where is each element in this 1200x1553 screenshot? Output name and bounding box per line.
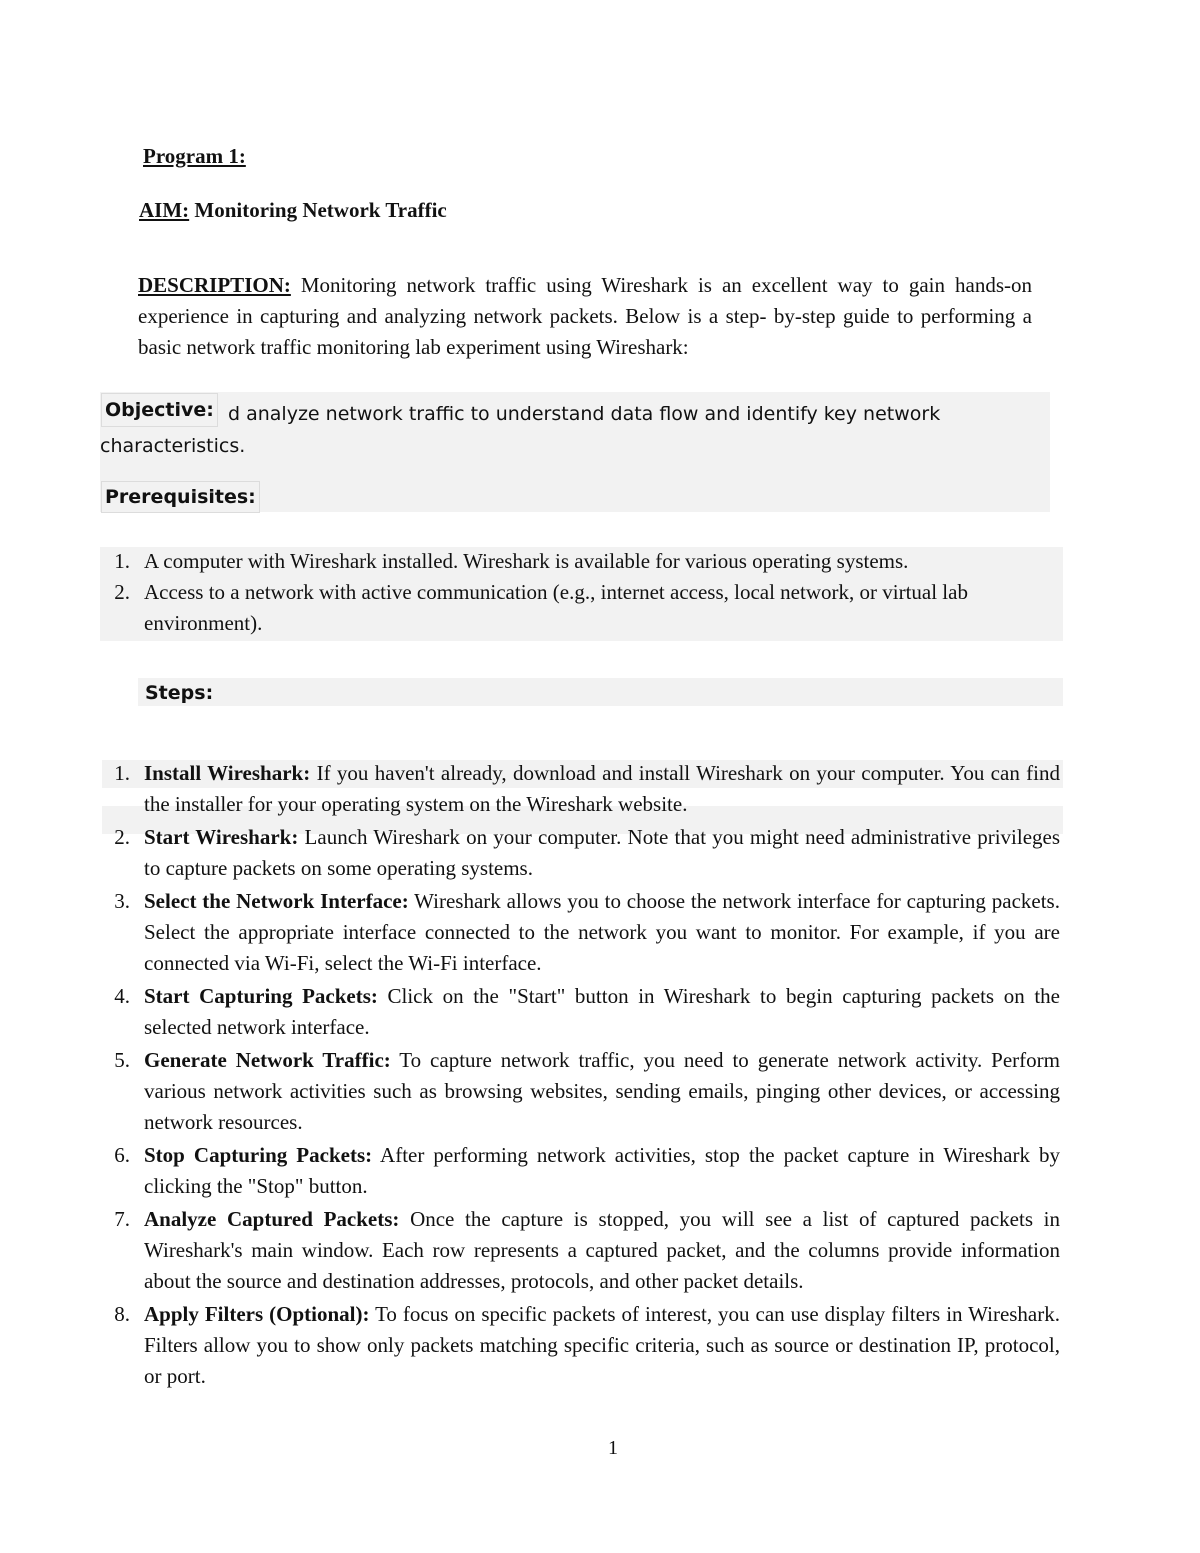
list-number: 2. (114, 580, 130, 604)
objective-text: d analyze network traffic to understand data flow and identify key network characteristics. (100, 403, 941, 457)
step-number: 2. (114, 825, 130, 849)
step-text: After performing network activities, stop the packet capture in Wireshark by clicking the "Stop" button. (144, 1143, 1061, 1198)
steps-label: Steps: (145, 682, 214, 704)
objective-text-line (100, 398, 1040, 462)
step-text: Once the capture is stopped, you will see a list of captured packets in Wireshark's main window. Each row represents a captured packet, and the columns provide information about the source and destination addresses, protocols, and other packet details. (144, 1207, 1060, 1293)
prerequisites-label: Prerequisites: (101, 481, 260, 513)
step-number: 4. (114, 984, 130, 1008)
step-number: 1. (114, 761, 130, 785)
prerequisites-list (102, 546, 1007, 639)
step-title: Generate Network Traffic: (144, 1048, 391, 1072)
step-title: Stop Capturing Packets: (144, 1143, 373, 1167)
description-paragraph (138, 270, 1032, 363)
step-title: Start Capturing Packets: (144, 984, 378, 1008)
step-text: To focus on specific packets of interest, you can use display filters in Wireshark. Filters allow you to show only packets matching specific criteria, such as source or destination IP, protocol, or port. (144, 1302, 1060, 1388)
list-number: 1. (114, 549, 130, 573)
step-item (102, 1204, 1060, 1297)
step-item (102, 1299, 1060, 1392)
list-text: Access to a network with active communication (e.g., internet access, local network, or virtual lab environment). (144, 580, 968, 635)
step-text: To capture network traffic, you need to generate network activity. Perform various network activities such as browsing websites, sending emails, pinging other devices, or accessing network resources. (144, 1048, 1060, 1134)
aim-heading (139, 195, 447, 226)
aim-label: AIM: (139, 198, 190, 222)
objective-label: Objective: (101, 393, 218, 427)
step-title: Start Wireshark: (144, 825, 299, 849)
step-item (102, 1140, 1060, 1202)
step-text: Launch Wireshark on your computer. Note that you might need administrative privileges to capture packets on some operating systems. (144, 825, 1061, 880)
step-item (102, 822, 1060, 884)
list-text: A computer with Wireshark installed. Wireshark is available for various operating systems. (144, 549, 909, 573)
step-item (102, 758, 1060, 820)
step-title: Select the Network Interface: (144, 889, 409, 913)
step-number: 3. (114, 889, 130, 913)
step-number: 8. (114, 1302, 130, 1326)
list-item (102, 546, 1007, 577)
step-item (102, 886, 1060, 979)
list-item (102, 577, 1007, 639)
description-label: DESCRIPTION: (138, 273, 291, 297)
step-title: Apply Filters (Optional): (144, 1302, 370, 1326)
steps-shade (138, 678, 1063, 706)
description-text: Monitoring network traffic using Wireshark is an excellent way to gain hands-on experience in capturing and analyzing network packets. Below is a step- by-step guide to performing a basic network traffic monitoring lab experiment using Wireshark: (138, 273, 1033, 359)
steps-list (102, 758, 1060, 1394)
step-number: 5. (114, 1048, 130, 1072)
step-text: If you haven't already, download and install Wireshark on your computer. You can find the installer for your operating system on the Wireshark website. (144, 761, 1060, 816)
step-title: Analyze Captured Packets: (144, 1207, 400, 1231)
step-number: 7. (114, 1207, 130, 1231)
page-number: 1 (608, 1437, 618, 1459)
program-title: Program 1: (143, 144, 246, 168)
step-title: Install Wireshark: (144, 761, 311, 785)
step-number: 6. (114, 1143, 130, 1167)
step-item (102, 1045, 1060, 1138)
step-text: Click on the "Start" button in Wireshark to begin capturing packets on the selected network interface. (144, 984, 1060, 1039)
step-item (102, 981, 1060, 1043)
step-text: Wireshark allows you to choose the network interface for capturing packets. Select the appropriate interface connected to the network you want to monitor. For example, if you are connected via Wi-Fi, select the Wi-Fi interface. (144, 889, 1060, 975)
aim-text: Monitoring Network Traffic (194, 198, 447, 222)
